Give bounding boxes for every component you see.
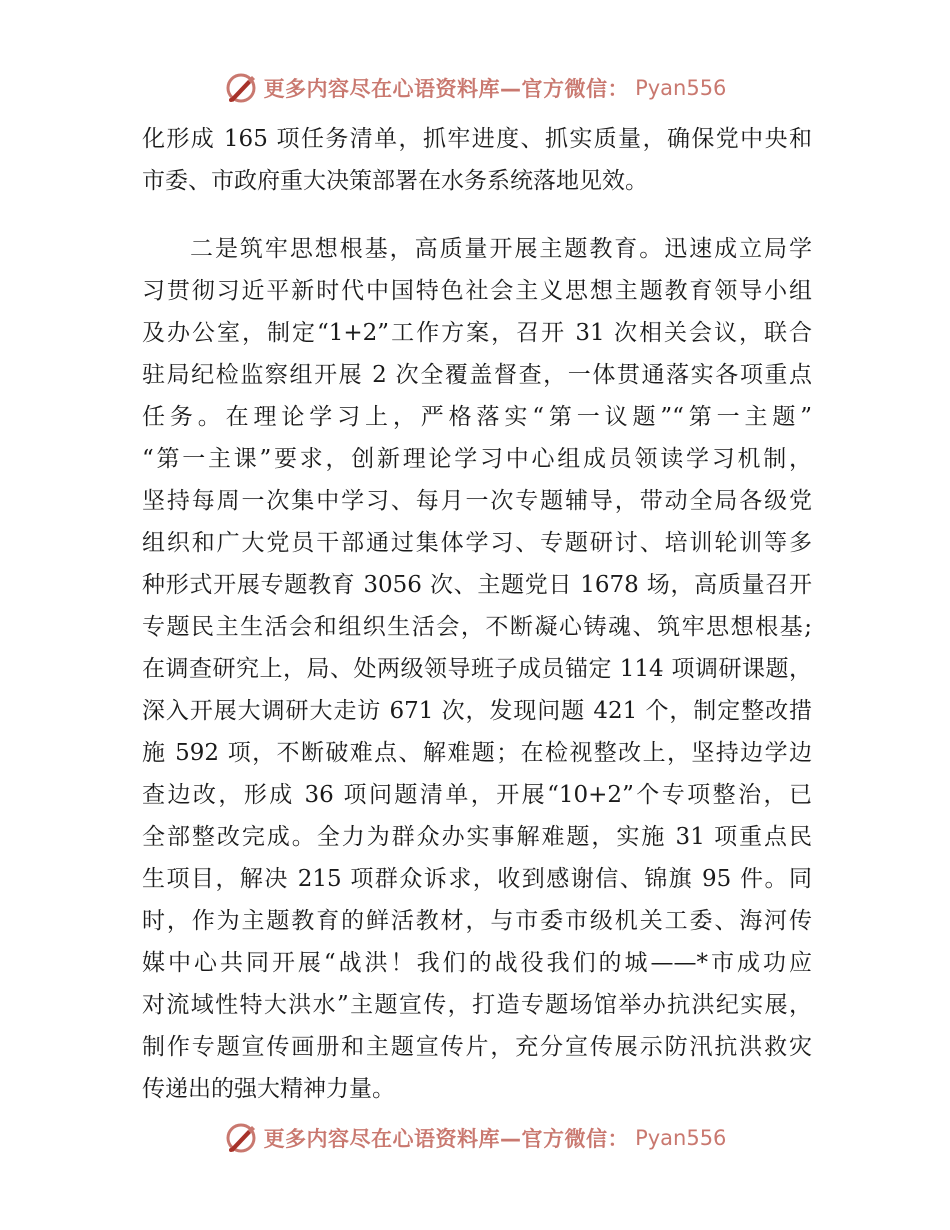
footer-banner-id: Pyan556: [635, 1126, 727, 1150]
paragraph-1: [142, 118, 812, 202]
header-banner: [0, 68, 950, 108]
paragraph-1-line: 化形成 165 项任务清单，抓牢进度、抓实质量，确保党中央和: [142, 126, 812, 152]
header-banner-id: Pyan556: [635, 76, 727, 100]
paragraph-2-line: 种形式开展专题教育 3056 次、主题党日 1678 场，高质量召开: [142, 572, 812, 598]
pen-logo-icon: [224, 71, 258, 105]
paragraph-2-line: 传递出的强大精神力量。: [142, 1076, 395, 1102]
paragraph-2-line: 组织和广大党员干部通过集体学习、专题研讨、培训轮训等多: [142, 530, 812, 556]
paragraph-2-line: 坚持每周一次集中学习、每月一次专题辅导，带动全局各级党: [142, 488, 812, 514]
paragraph-2-line: 媒中心共同开展“战洪！我们的战役我们的城——*市成功应: [142, 950, 812, 976]
paragraph-1-line: 市委、市政府重大决策部署在水务系统落地见效。: [142, 168, 648, 194]
paragraph-2-line: 查边改，形成 36 项问题清单，开展“10+2”个专项整治，已: [142, 782, 812, 808]
paragraph-2-line: 在调查研究上，局、处两级领导班子成员锚定 114 项调研课题，: [142, 656, 812, 682]
paragraph-2-line: 专题民主生活会和组织生活会，不断凝心铸魂、筑牢思想根基;: [142, 614, 812, 640]
paragraph-2-line: 及办公室，制定“1+2”工作方案，召开 31 次相关会议，联合: [142, 320, 812, 346]
paragraph-2-line: 全部整改完成。全力为群众办实事解难题，实施 31 项重点民: [142, 824, 812, 850]
paragraph-2-line: 对流域性特大洪水”主题宣传，打造专题场馆举办抗洪纪实展，: [142, 992, 812, 1018]
paragraph-2-line: 施 592 项，不断破难点、解难题；在检视整改上，坚持边学边: [142, 740, 812, 766]
paragraph-2-line: 深入开展大调研大走访 671 次，发现问题 421 个，制定整改措: [142, 698, 812, 724]
paragraph-2-line: “第一主课”要求，创新理论学习中心组成员领读学习机制，: [142, 446, 812, 472]
document-body: [142, 118, 812, 1110]
paragraph-2: [142, 228, 812, 1110]
paragraph-2-line: 时，作为主题教育的鲜活教材，与市委市级机关工委、海河传: [142, 908, 812, 934]
paragraph-2-line: 习贯彻习近平新时代中国特色社会主义思想主题教育领导小组: [142, 278, 812, 304]
paragraph-2-line: 制作专题宣传画册和主题宣传片，充分宣传展示防汛抗洪救灾: [142, 1034, 812, 1060]
footer-banner: [0, 1118, 950, 1158]
paragraph-2-line: 二是筑牢思想根基，高质量开展主题教育。迅速成立局学: [190, 236, 812, 262]
pen-logo-icon: [224, 1121, 258, 1155]
header-banner-text: 更多内容尽在心语资料库—官方微信：: [263, 77, 630, 101]
paragraph-2-line: 任务。在理论学习上，严格落实“第一议题”“第一主题”: [142, 404, 812, 430]
paragraph-2-line: 驻局纪检监察组开展 2 次全覆盖督查，一体贯通落实各项重点: [142, 362, 812, 388]
paragraph-2-line: 生项目，解决 215 项群众诉求，收到感谢信、锦旗 95 件。同: [142, 866, 812, 892]
footer-banner-text: 更多内容尽在心语资料库—官方微信：: [263, 1127, 630, 1151]
